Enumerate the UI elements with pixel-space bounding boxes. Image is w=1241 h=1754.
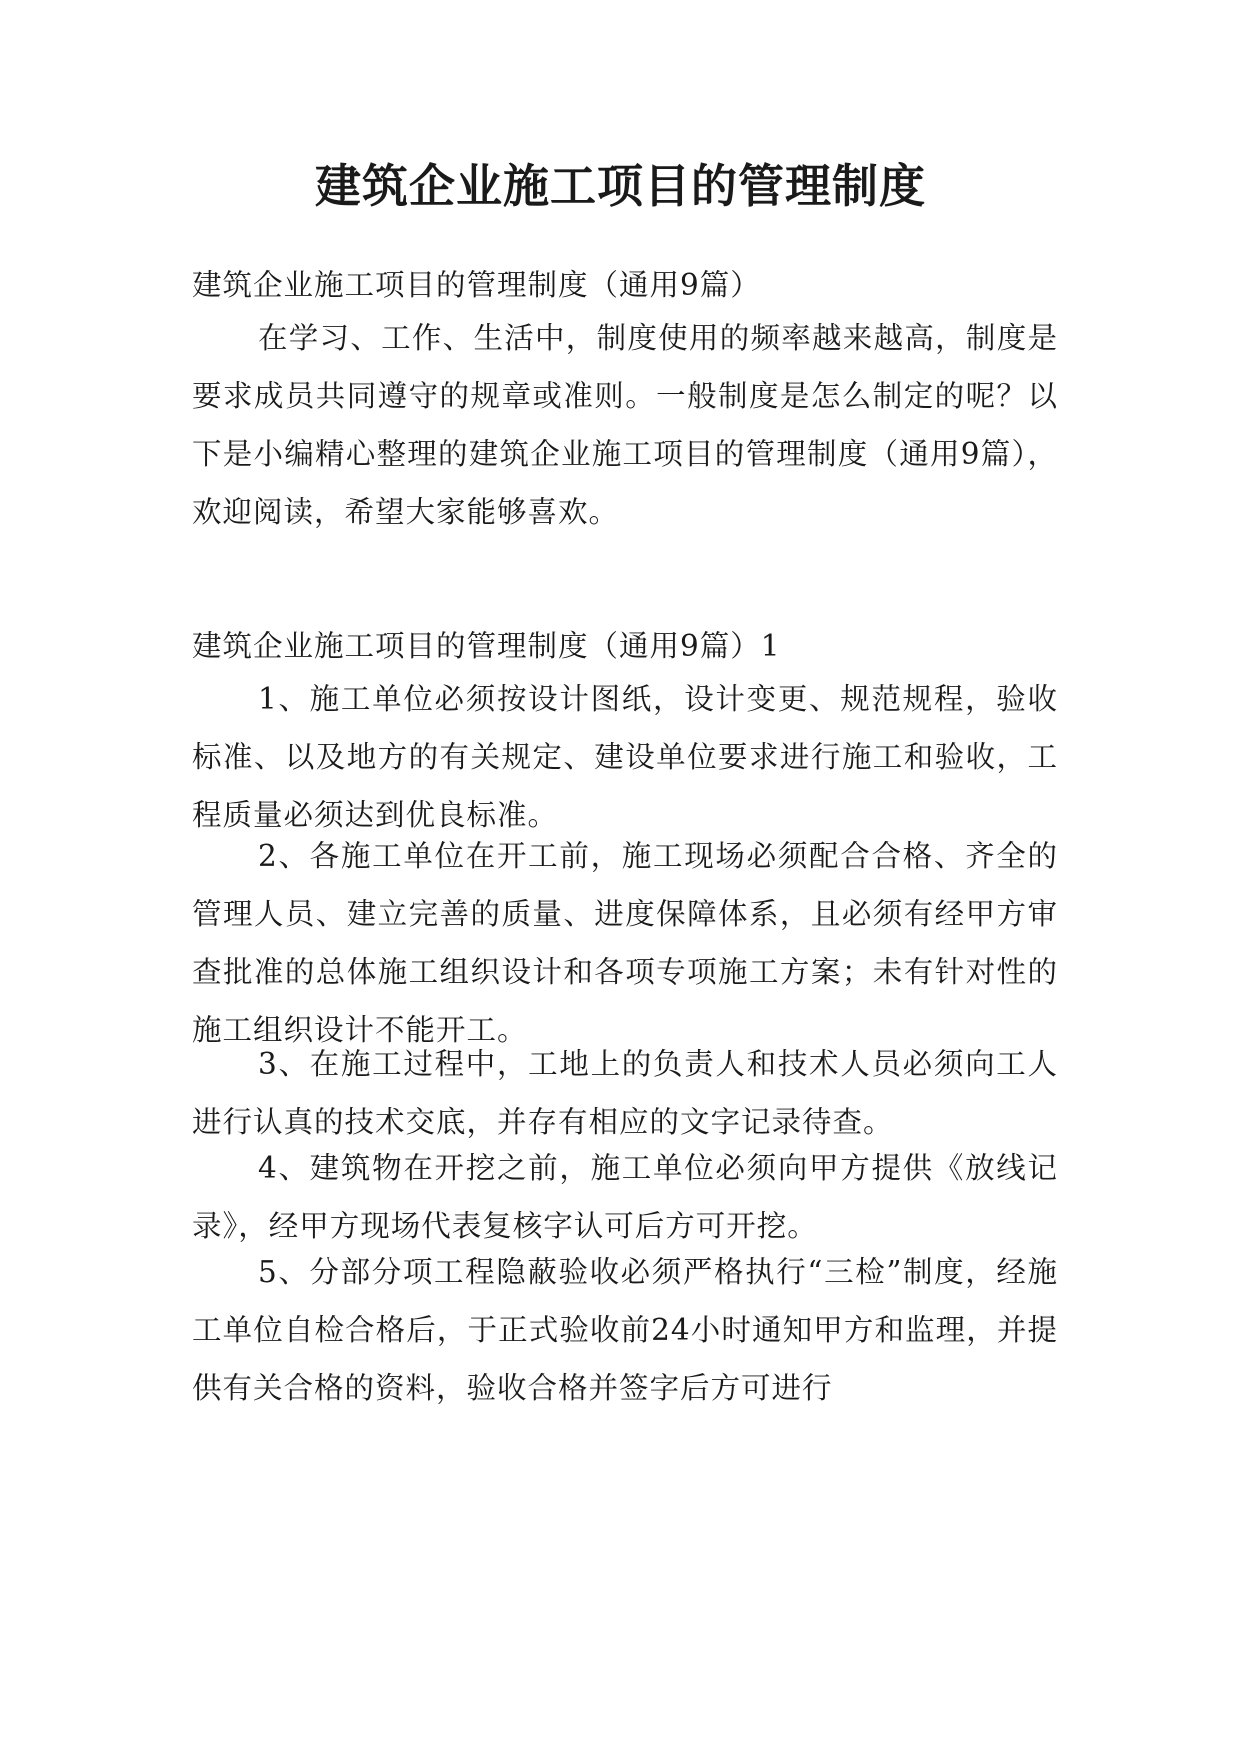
- document-title: 建筑企业施工项目的管理制度: [315, 159, 926, 213]
- list-item: 1、施工单位必须按设计图纸，设计变更、规范规程，验收标准、以及地方的有关规定、建设单位要求进行施工和验收，工程质量必须达到优良标准。: [192, 682, 1058, 832]
- list-item: 5、分部分项工程隐蔽验收必须严格执行“三检”制度，经施工单位自检合格后，于正式验收前24小时通知甲方和监理，并提供有关合格的资料，验收合格并签字后方可进行: [192, 1255, 1058, 1405]
- list-item: 3、在施工过程中，工地上的负责人和技术人员必须向工人进行认真的技术交底，并存有相应的文字记录待查。: [192, 1047, 1058, 1139]
- document-subtitle: 建筑企业施工项目的管理制度（通用9篇）: [192, 268, 761, 302]
- section-heading: 建筑企业施工项目的管理制度（通用9篇）1: [192, 629, 781, 663]
- intro-paragraph: 在学习、工作、生活中，制度使用的频率越来越高，制度是要求成员共同遵守的规章或准则。一般制度是怎么制定的呢？以下是小编精心整理的建筑企业施工项目的管理制度（通用9篇），欢迎阅读，希望大家能够喜欢。: [192, 321, 1058, 529]
- list-item: 4、建筑物在开挖之前，施工单位必须向甲方提供《放线记录》，经甲方现场代表复核字认可后方可开挖。: [192, 1151, 1058, 1243]
- list-item: 2、各施工单位在开工前，施工现场必须配合合格、齐全的管理人员、建立完善的质量、进度保障体系，且必须有经甲方审查批准的总体施工组织设计和各项专项施工方案；未有针对性的施工组织设计不能开工。: [192, 839, 1058, 1047]
